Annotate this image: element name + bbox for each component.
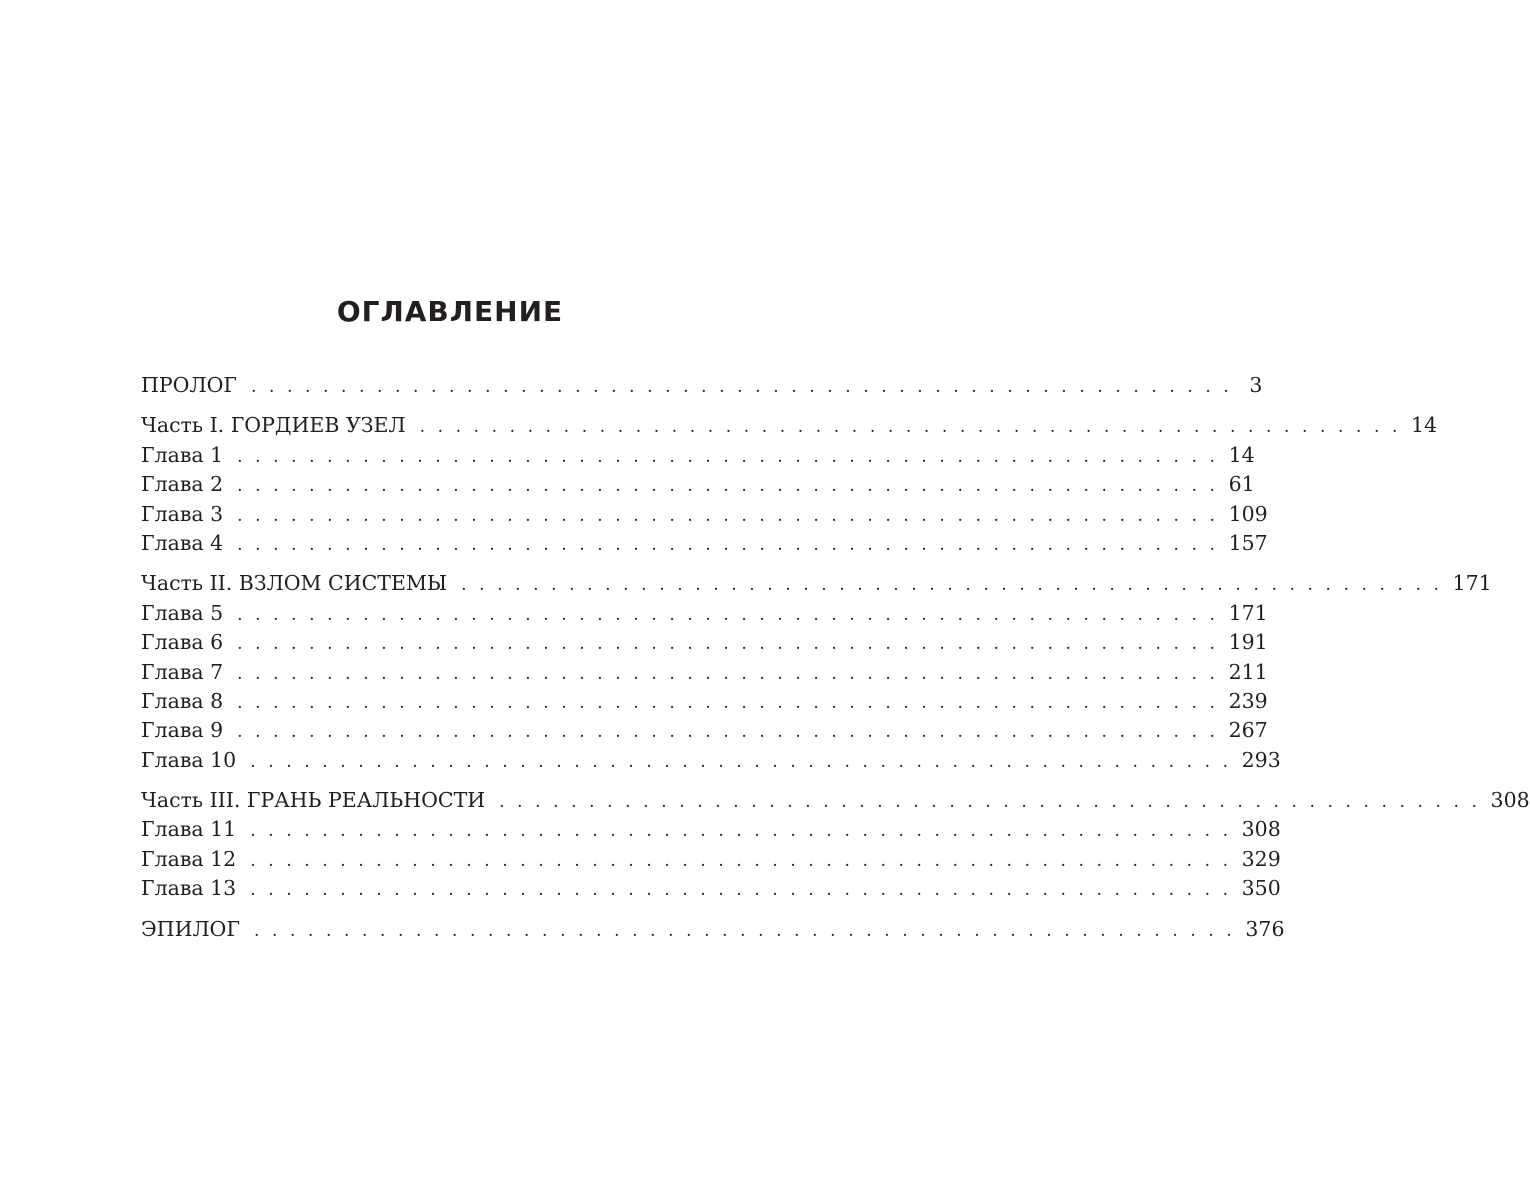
dot-leader: . . . . . . . . . . . . . . . . . . . . . . . . . . . . . . . . . . . . . . . . . . . . . . . . . . . . . . . [250,821,1232,842]
toc-entry-chapter-6 [141,628,1268,657]
toc-entry-chapter-4 [141,529,1268,558]
toc-entry-chapter-11 [141,815,1281,844]
toc-entry-label: Глава 6 [141,630,224,655]
table-of-contents [141,371,1530,944]
toc-entry-chapter-2 [141,470,1255,499]
toc-entry-page: 350 [1241,876,1281,901]
toc-entry-label: Глава 8 [141,688,224,713]
dot-leader: . . . . . . . . . . . . . . . . . . . . . . . . . . . . . . . . . . . . . . . . . . . . . . . . . . . . . . . [419,417,1402,438]
toc-entry-label: Глава 9 [141,718,224,743]
dot-leader: . . . . . . . . . . . . . . . . . . . . . . . . . . . . . . . . . . . . . . . . . . . . . . . . . . . . . . . [237,634,1219,655]
toc-entry-page: 171 [1452,571,1492,596]
toc-entry-chapter-3 [141,500,1268,529]
dot-leader: . . . . . . . . . . . . . . . . . . . . . . . . . . . . . . . . . . . . . . . . . . . . . . . . . . . . . . . [237,505,1219,526]
toc-entry-label: Глава 13 [141,876,237,901]
toc-entry-chapter-5 [141,599,1268,628]
toc-entry-label: Глава 2 [141,472,224,497]
toc-entry-label: Глава 7 [141,659,224,684]
dot-leader: . . . . . . . . . . . . . . . . . . . . . . . . . . . . . . . . . . . . . . . . . . . . . . . . . . . . . . . [250,377,1233,397]
toc-entry-page: 308 [1241,817,1281,842]
dot-leader: . . . . . . . . . . . . . . . . . . . . . . . . . . . . . . . . . . . . . . . . . . . . . . . . . . . . . . . [250,850,1232,871]
toc-entry-label: Глава 4 [141,530,224,555]
toc-entry-page: 191 [1228,630,1268,655]
toc-entry-chapter-8 [141,687,1268,716]
dot-leader: . . . . . . . . . . . . . . . . . . . . . . . . . . . . . . . . . . . . . . . . . . . . . . . . . . . . . . . [250,880,1232,901]
toc-entry-page: 3 [1249,373,1263,397]
toc-entry-label: ПРОЛОГ [141,373,237,397]
dot-leader: . . . . . . . . . . . . . . . . . . . . . . . . . . . . . . . . . . . . . . . . . . . . . . . . . . . . . . . [237,692,1219,713]
toc-entry-page: 211 [1228,659,1268,684]
toc-entry-chapter-13 [141,874,1281,903]
dot-leader: . . . . . . . . . . . . . . . . . . . . . . . . . . . . . . . . . . . . . . . . . . . . . . . . . . . . . . . [237,722,1219,743]
toc-entry-chapter-9 [141,716,1268,745]
page-title: ОГЛАВЛЕНИЕ [336,295,564,328]
toc-entry-page: 109 [1228,501,1268,526]
toc-entry-label: Глава 12 [141,846,237,871]
dot-leader: . . . . . . . . . . . . . . . . . . . . . . . . . . . . . . . . . . . . . . . . . . . . . . . . . . . . . . . [237,604,1219,625]
toc-entry-chapter-7 [141,658,1268,687]
toc-entry-chapter-10 [141,746,1281,775]
toc-entry-label: Глава 1 [141,442,224,467]
dot-leader: . . . . . . . . . . . . . . . . . . . . . . . . . . . . . . . . . . . . . . . . . . . . . . . . . . . . . . . [237,446,1219,467]
toc-entry-label: Глава 5 [141,600,224,625]
toc-entry-prologue [141,371,1263,400]
toc-entry-page: 239 [1228,688,1268,713]
toc-entry-epilogue [141,915,1285,944]
toc-entry-page: 329 [1241,846,1281,871]
toc-entry-chapter-1 [141,441,1255,470]
toc-entry-page: 308 [1490,788,1530,813]
toc-entry-page: 14 [1228,442,1255,467]
toc-entry-chapter-12 [141,845,1281,874]
toc-entry-label: Глава 3 [141,501,224,526]
toc-entry-label: Часть III. ГРАНЬ РЕАЛЬНОСТИ [141,788,486,813]
toc-entry-page: 267 [1228,718,1268,743]
toc-entry-page: 376 [1245,916,1285,941]
toc-entry-label: Глава 11 [141,817,237,842]
toc-entry-page: 14 [1411,413,1438,438]
toc-entry-label: Часть I. ГОРДИЕВ УЗЕЛ [141,413,406,438]
dot-leader: . . . . . . . . . . . . . . . . . . . . . . . . . . . . . . . . . . . . . . . . . . . . . . . . . . . . . . . [461,575,1443,596]
toc-entry-label: Часть II. ВЗЛОМ СИСТЕМЫ [141,571,448,596]
dot-leader: . . . . . . . . . . . . . . . . . . . . . . . . . . . . . . . . . . . . . . . . . . . . . . . . . . . . . . . [253,920,1236,941]
toc-entry-page: 293 [1241,747,1281,772]
dot-leader: . . . . . . . . . . . . . . . . . . . . . . . . . . . . . . . . . . . . . . . . . . . . . . . . . . . . . . . [237,534,1219,555]
toc-entry-page: 61 [1228,472,1255,497]
toc-entry-label: Глава 10 [141,747,237,772]
toc-entry-part-2 [141,569,1492,598]
toc-entry-page: 157 [1228,530,1268,555]
toc-entry-label: ЭПИЛОГ [141,916,240,941]
toc-entry-page: 171 [1228,600,1268,625]
toc-entry-part-1 [141,411,1438,440]
dot-leader: . . . . . . . . . . . . . . . . . . . . . . . . . . . . . . . . . . . . . . . . . . . . . . . . . . . . . . . [250,751,1232,772]
toc-entry-part-3 [141,786,1530,815]
dot-leader: . . . . . . . . . . . . . . . . . . . . . . . . . . . . . . . . . . . . . . . . . . . . . . . . . . . . . . . [237,476,1219,497]
dot-leader: . . . . . . . . . . . . . . . . . . . . . . . . . . . . . . . . . . . . . . . . . . . . . . . . . . . . . . . [237,663,1219,684]
dot-leader: . . . . . . . . . . . . . . . . . . . . . . . . . . . . . . . . . . . . . . . . . . . . . . . . . . . . . . . [499,792,1481,813]
